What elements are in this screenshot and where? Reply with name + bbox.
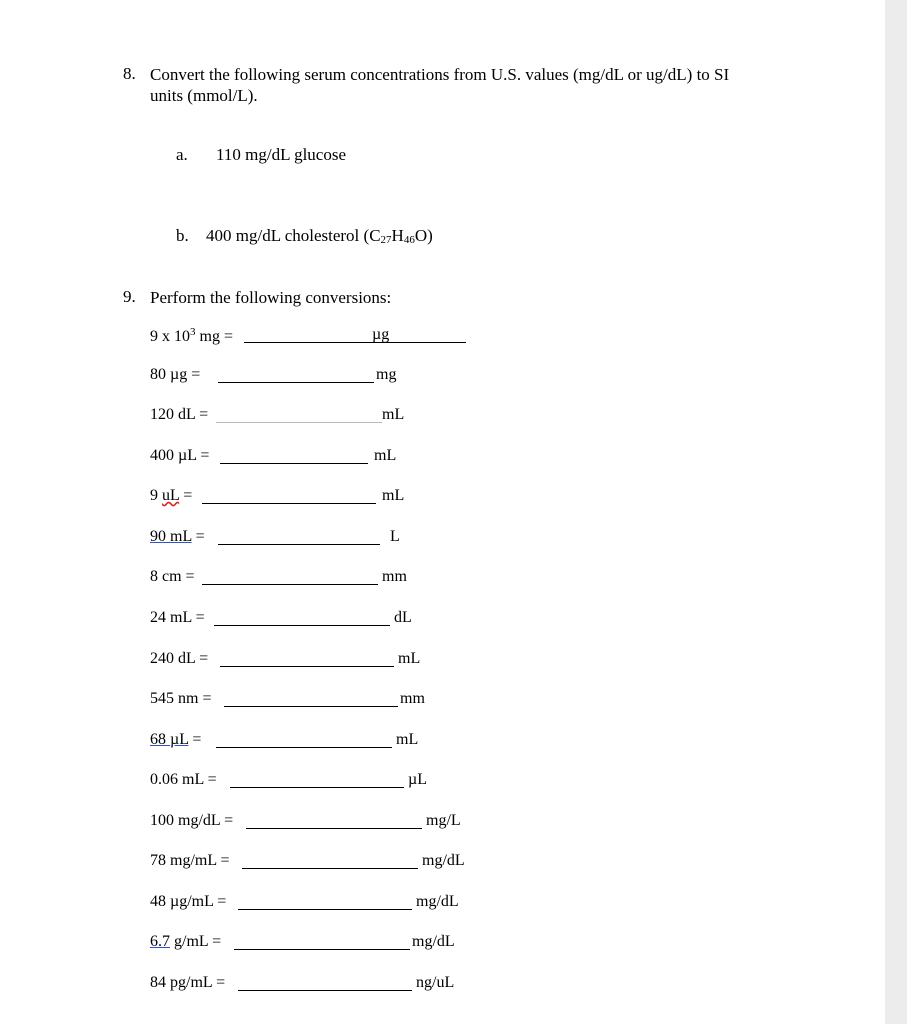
answer-blank[interactable]	[238, 909, 412, 910]
answer-blank[interactable]	[214, 625, 390, 626]
answer-blank[interactable]	[218, 544, 380, 545]
conversion-lhs: 6.7 g/mL =	[150, 933, 222, 950]
conversion-lhs: 120 dL =	[150, 406, 209, 423]
answer-blank[interactable]	[234, 949, 410, 950]
question-8-line-1: Convert the following serum concentrations from U.S. values (mg/dL or ug/dL) to SI	[150, 65, 730, 84]
conversion-lhs: 9 x $10^3$ mg =	[150, 326, 233, 345]
question-9-number: 9.	[123, 287, 136, 306]
conversion-lhs: 400 µL =	[150, 447, 210, 464]
conversion-unit: mg/dL	[412, 933, 455, 950]
conversion-unit: ng/uL	[416, 974, 455, 991]
conversion-lhs: 80 µg =	[150, 366, 201, 383]
conversion-unit: mg/dL	[422, 852, 465, 869]
conversion-unit: µg	[372, 326, 390, 343]
answer-blank[interactable]	[202, 584, 378, 585]
answer-blank[interactable]	[220, 463, 368, 464]
question-8a-letter: a.	[176, 145, 188, 164]
conversion-lhs: 78 mg/mL =	[150, 852, 230, 869]
answer-blank[interactable]	[238, 990, 412, 991]
conversion-lhs: 8 cm =	[150, 568, 195, 585]
conversion-lhs: 9 uL =	[150, 487, 193, 504]
question-8b-text: 400 mg/dL cholesterol $(C_{27}H_{46}O)$	[206, 226, 433, 246]
question-8b-letter: b.	[176, 226, 189, 245]
question-9-text: Perform the following conversions:	[150, 288, 392, 307]
conversion-unit: mL	[382, 487, 405, 504]
conversion-unit: mL	[374, 447, 397, 464]
answer-blank[interactable]	[216, 422, 382, 423]
conversion-unit: mL	[398, 650, 421, 667]
conversion-unit: mg/dL	[416, 893, 459, 910]
answer-blank[interactable]	[224, 706, 398, 707]
answer-blank[interactable]	[220, 666, 394, 667]
conversion-unit: L	[390, 528, 400, 545]
conversion-lhs: 68 µL =	[150, 731, 202, 748]
question-8-line-2: units (mmol/L).	[150, 86, 258, 105]
conversion-lhs: 24 mL =	[150, 609, 205, 626]
conversion-unit: mm	[382, 568, 407, 585]
conversion-lhs: 48 µg/mL =	[150, 893, 227, 910]
conversion-lhs: 84 pg/mL =	[150, 974, 226, 991]
conversion-unit: mm	[400, 690, 425, 707]
conversion-unit: mL	[382, 406, 405, 423]
conversion-lhs: 0.06 mL =	[150, 771, 217, 788]
conversion-unit: mL	[396, 731, 419, 748]
conversion-unit: dL	[394, 609, 412, 626]
answer-blank[interactable]	[242, 868, 418, 869]
question-8-number: 8.	[123, 64, 136, 83]
conversion-lhs: 240 dL =	[150, 650, 209, 667]
conversion-unit: mg	[376, 366, 397, 383]
conversion-lhs: 100 mg/dL =	[150, 812, 234, 829]
answer-blank[interactable]	[216, 747, 392, 748]
question-8-text	[150, 64, 729, 106]
answer-blank[interactable]	[230, 787, 404, 788]
conversion-unit: µL	[408, 771, 427, 788]
answer-blank[interactable]	[202, 503, 376, 504]
answer-blank[interactable]	[246, 828, 422, 829]
answer-blank[interactable]	[244, 342, 466, 343]
conversion-lhs: 90 mL =	[150, 528, 205, 545]
answer-blank[interactable]	[218, 382, 374, 383]
conversion-unit: mg/L	[426, 812, 461, 829]
conversion-lhs: 545 nm =	[150, 690, 212, 707]
question-8a-text: 110 mg/dL glucose	[216, 145, 346, 164]
